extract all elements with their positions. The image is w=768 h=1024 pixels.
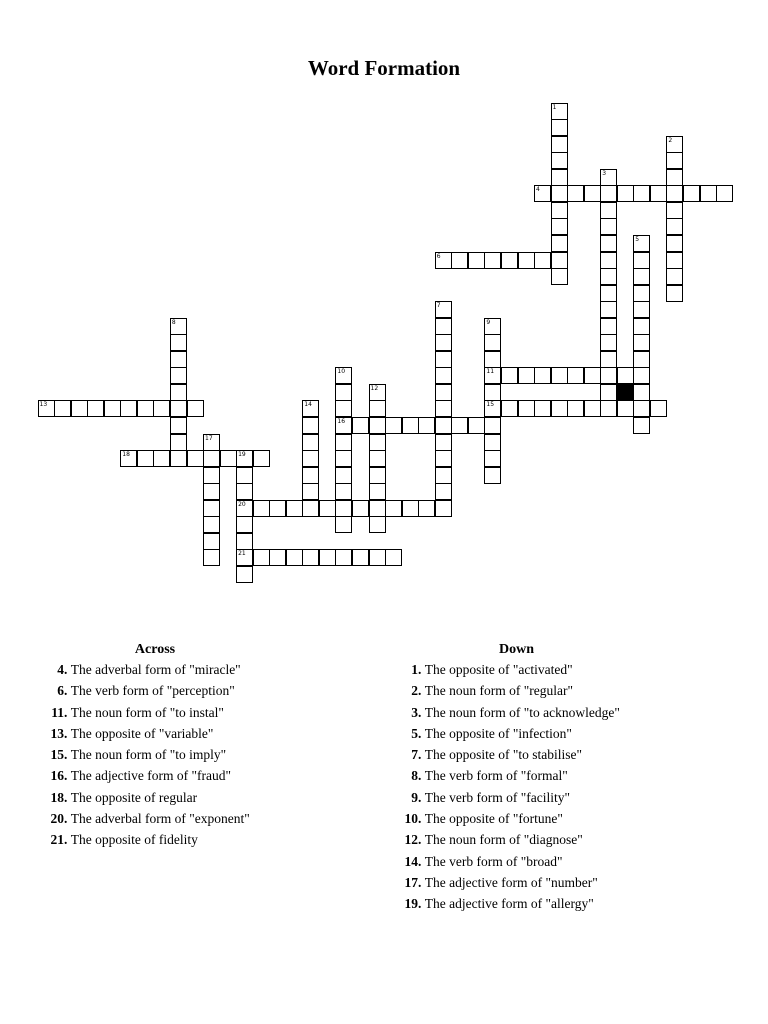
clue-text: The verb form of "formal" (424, 768, 568, 784)
grid-cell[interactable] (170, 334, 187, 351)
clue-text: The opposite of "infection" (424, 725, 572, 741)
across-clue: 18. The opposite of regular (40, 790, 310, 811)
grid-cell[interactable] (369, 434, 386, 451)
clue-text: The adverbal form of "exponent" (70, 811, 250, 827)
clue-text: The noun form of "regular" (424, 683, 573, 699)
grid-cell[interactable] (600, 400, 617, 417)
across-clue: 4. The adverbal form of "miracle" (40, 662, 310, 683)
grid-cell[interactable] (253, 450, 270, 467)
clue-number: 7 (411, 747, 418, 763)
grid-cell[interactable] (551, 185, 568, 202)
clue-number: 16 (50, 768, 64, 784)
grid-cell[interactable] (567, 400, 584, 417)
grid-cell[interactable] (369, 500, 386, 517)
clue-text: The opposite of "activated" (424, 662, 573, 677)
down-clue: 9. The verb form of "facility" (394, 790, 694, 811)
down-clue: 1. The opposite of "activated" (394, 662, 694, 683)
grid-cell[interactable] (551, 252, 568, 269)
grid-cell[interactable] (551, 235, 568, 252)
grid-cell[interactable] (534, 185, 551, 202)
grid-cell[interactable] (385, 417, 402, 434)
grid-cell[interactable] (600, 334, 617, 351)
grid-cell[interactable] (551, 268, 568, 285)
grid-cell[interactable] (633, 334, 650, 351)
grid-cell[interactable] (335, 400, 352, 417)
clue-text: The noun form of "diagnose" (424, 832, 583, 848)
grid-cell[interactable] (551, 202, 568, 219)
grid-cell[interactable] (203, 549, 220, 566)
grid-cell[interactable] (633, 268, 650, 285)
down-clue: 8. The verb form of "formal" (394, 768, 694, 789)
grid-cell[interactable] (269, 549, 286, 566)
grid-cell[interactable] (666, 202, 683, 219)
grid-cell[interactable] (352, 549, 369, 566)
grid-cell[interactable] (451, 417, 468, 434)
down-clue: 12. The noun form of "diagnose" (394, 832, 694, 853)
grid-cell[interactable] (170, 351, 187, 368)
grid-cell[interactable] (369, 483, 386, 500)
grid-cell[interactable] (369, 450, 386, 467)
down-clues (394, 642, 694, 918)
grid-cell[interactable] (451, 252, 468, 269)
cell-number: 4 (536, 186, 540, 194)
clue-text: The verb form of "broad" (424, 853, 563, 869)
grid-cell[interactable] (435, 417, 452, 434)
clue-text: The noun form of "to instal" (70, 704, 224, 720)
grid-cell[interactable] (600, 185, 617, 202)
grid-cell[interactable] (402, 500, 419, 517)
grid-cell[interactable] (236, 467, 253, 484)
clue-text: The noun form of "to imply" (70, 747, 227, 763)
cell-number: 19 (238, 451, 246, 459)
grid-cell[interactable] (551, 218, 568, 235)
clue-text: The noun form of "to acknowledge" (424, 704, 620, 720)
cell-number: 9 (486, 318, 491, 326)
cell-number: 8 (171, 318, 176, 326)
cell-number: 2 (668, 136, 673, 144)
grid-cell[interactable] (617, 400, 634, 417)
grid-cell[interactable] (335, 500, 352, 517)
grid-cell[interactable] (269, 500, 286, 517)
grid-cell[interactable] (600, 218, 617, 235)
cell-number: 7 (436, 302, 441, 310)
grid-cell[interactable] (633, 367, 650, 384)
cell-number: 13 (39, 401, 48, 409)
across-clue: 16. The adjective form of "fraud" (40, 768, 310, 789)
grid-cell[interactable] (153, 400, 170, 417)
clue-number: 1 (411, 662, 418, 677)
grid-cell[interactable] (551, 136, 568, 153)
cell-number: 18 (122, 451, 130, 459)
grid-cell[interactable] (435, 318, 452, 335)
grid-cell[interactable] (484, 334, 501, 351)
cell-number: 21 (238, 550, 246, 558)
grid-cell[interactable] (236, 450, 253, 467)
cell-number: 17 (205, 434, 213, 442)
grid-cell[interactable] (484, 252, 501, 269)
grid-cell[interactable] (335, 367, 352, 384)
grid-cell[interactable] (484, 367, 501, 384)
grid-cell[interactable] (600, 169, 617, 186)
grid-cell[interactable] (137, 450, 154, 467)
grid-cell[interactable] (484, 400, 501, 417)
grid-cell[interactable] (600, 367, 617, 384)
grid-cell[interactable] (617, 367, 634, 384)
page-title: Word Formation (307, 56, 461, 80)
grid-cell[interactable] (369, 384, 386, 401)
grid-cell[interactable] (335, 384, 352, 401)
across-clue: 13. The opposite of "variable" (40, 726, 310, 747)
cell-number: 14 (304, 401, 312, 409)
grid-cell[interactable] (484, 417, 501, 434)
grid-cell[interactable] (369, 516, 386, 533)
across-clue: 11. The noun form of "to instal" (40, 705, 310, 726)
grid-cell[interactable] (170, 384, 187, 401)
grid-cell[interactable] (302, 483, 319, 500)
grid-cell[interactable] (335, 450, 352, 467)
clue-number: 19 (404, 896, 418, 912)
grid-cell[interactable] (484, 351, 501, 368)
grid-cell[interactable] (236, 500, 253, 517)
down-clue: 17. The adjective form of "number" (394, 875, 694, 896)
grid-cell[interactable] (617, 185, 634, 202)
grid-cell[interactable] (435, 467, 452, 484)
grid-cell[interactable] (435, 450, 452, 467)
grid-cell[interactable] (435, 367, 452, 384)
grid-cell[interactable] (484, 384, 501, 401)
clue-number: 13 (50, 725, 64, 741)
clue-number: 17 (404, 874, 418, 890)
grid-cell[interactable] (153, 450, 170, 467)
grid-cell[interactable] (534, 400, 551, 417)
clue-number: 11 (51, 704, 64, 720)
grid-cell[interactable] (302, 434, 319, 451)
grid-cell[interactable] (335, 434, 352, 451)
grid-cell[interactable] (203, 516, 220, 533)
grid-cell[interactable] (335, 549, 352, 566)
grid-cell[interactable] (335, 417, 352, 434)
grid-cell[interactable] (484, 434, 501, 451)
across-clue: 6. The verb form of "perception" (40, 683, 310, 704)
clue-text: The verb form of "perception" (70, 683, 235, 699)
clue-number: 15 (50, 747, 64, 763)
grid-cell[interactable] (600, 252, 617, 269)
cell-number: 1 (552, 103, 557, 111)
grid-cell[interactable] (666, 152, 683, 169)
grid-cell[interactable] (236, 549, 253, 566)
grid-cell[interactable] (203, 533, 220, 550)
clue-number: 12 (404, 832, 418, 848)
grid-cell[interactable] (666, 285, 683, 302)
grid-cell[interactable] (435, 351, 452, 368)
grid-cell[interactable] (484, 467, 501, 484)
grid-cell[interactable] (369, 417, 386, 434)
grid-cell[interactable] (666, 136, 683, 153)
down-clue: 2. The noun form of "regular" (394, 683, 694, 704)
grid-cell[interactable] (286, 500, 303, 517)
grid-cell[interactable] (203, 467, 220, 484)
black-square (617, 384, 634, 401)
grid-cell[interactable] (435, 500, 452, 517)
clue-number: 21 (50, 832, 64, 848)
clue-number: 8 (411, 768, 418, 784)
grid-cell[interactable] (286, 549, 303, 566)
grid-cell[interactable] (567, 367, 584, 384)
grid-cell[interactable] (319, 500, 336, 517)
grid-cell[interactable] (302, 417, 319, 434)
grid-cell[interactable] (600, 318, 617, 335)
grid-cell[interactable] (683, 185, 700, 202)
clue-text: The opposite of "to stabilise" (424, 747, 582, 763)
grid-cell[interactable] (302, 500, 319, 517)
clue-number: 6 (57, 683, 64, 699)
grid-cell[interactable] (170, 367, 187, 384)
grid-cell[interactable] (352, 417, 369, 434)
grid-cell[interactable] (385, 500, 402, 517)
grid-cell[interactable] (335, 467, 352, 484)
grid-cell[interactable] (352, 500, 369, 517)
grid-cell[interactable] (484, 318, 501, 335)
grid-cell[interactable] (650, 400, 667, 417)
grid-cell[interactable] (600, 268, 617, 285)
across-clue: 15. The noun form of "to imply" (40, 747, 310, 768)
grid-cell[interactable] (435, 334, 452, 351)
clue-number: 2 (411, 683, 418, 699)
grid-cell[interactable] (385, 549, 402, 566)
grid-cell[interactable] (120, 400, 137, 417)
grid-cell[interactable] (534, 252, 551, 269)
grid-cell[interactable] (600, 301, 617, 318)
grid-cell[interactable] (203, 434, 220, 451)
grid-cell[interactable] (666, 268, 683, 285)
grid-cell[interactable] (666, 169, 683, 186)
grid-cell[interactable] (468, 417, 485, 434)
clue-text: The opposite of regular (70, 789, 198, 805)
grid-cell[interactable] (600, 202, 617, 219)
grid-cell[interactable] (633, 185, 650, 202)
clue-text: The adverbal form of "miracle" (70, 662, 241, 677)
cell-number: 12 (370, 384, 379, 392)
grid-cell[interactable] (633, 252, 650, 269)
grid-cell[interactable] (435, 483, 452, 500)
grid-cell[interactable] (170, 434, 187, 451)
grid-cell[interactable] (236, 516, 253, 533)
grid-cell[interactable] (666, 235, 683, 252)
cell-number: 16 (337, 417, 346, 425)
cell-number: 3 (602, 169, 607, 177)
grid-cell[interactable] (501, 367, 518, 384)
grid-cell[interactable] (187, 400, 204, 417)
grid-cell[interactable] (187, 450, 204, 467)
down-clue: 14. The verb form of "broad" (394, 854, 694, 875)
grid-cell[interactable] (319, 549, 336, 566)
grid-cell[interactable] (700, 185, 717, 202)
down-clue: 3. The noun form of "to acknowledge" (394, 705, 694, 726)
grid-cell[interactable] (54, 400, 71, 417)
clue-text: The opposite of "variable" (70, 725, 214, 741)
grid-cell[interactable] (650, 185, 667, 202)
grid-cell[interactable] (584, 400, 601, 417)
grid-cell[interactable] (253, 549, 270, 566)
grid-cell[interactable] (302, 467, 319, 484)
grid-cell[interactable] (518, 400, 535, 417)
grid-cell[interactable] (666, 185, 683, 202)
grid-cell[interactable] (435, 400, 452, 417)
grid-cell[interactable] (633, 301, 650, 318)
grid-cell[interactable] (203, 450, 220, 467)
grid-cell[interactable] (418, 417, 435, 434)
grid-cell[interactable] (435, 384, 452, 401)
grid-cell[interactable] (551, 103, 568, 120)
grid-cell[interactable] (71, 400, 88, 417)
grid-cell[interactable] (484, 450, 501, 467)
across-clue: 21. The opposite of fidelity (40, 832, 310, 853)
clue-number: 14 (404, 853, 418, 869)
grid-cell[interactable] (501, 400, 518, 417)
clue-number: 5 (411, 725, 418, 741)
grid-cell[interactable] (170, 450, 187, 467)
grid-cell[interactable] (369, 467, 386, 484)
grid-cell[interactable] (666, 218, 683, 235)
clue-text: The adjective form of "number" (424, 874, 598, 890)
grid-cell[interactable] (633, 384, 650, 401)
across-clues (40, 642, 310, 854)
cell-number: 10 (337, 368, 346, 376)
clue-text: The opposite of "fortune" (424, 811, 563, 827)
grid-cell[interactable] (551, 119, 568, 136)
grid-cell[interactable] (170, 400, 187, 417)
grid-cell[interactable] (600, 351, 617, 368)
grid-cell[interactable] (551, 400, 568, 417)
grid-cell[interactable] (418, 500, 435, 517)
grid-cell[interactable] (87, 400, 104, 417)
grid-cell[interactable] (518, 367, 535, 384)
grid-cell[interactable] (551, 367, 568, 384)
grid-cell[interactable] (38, 400, 55, 417)
grid-cell[interactable] (551, 152, 568, 169)
clue-text: The adjective form of "fraud" (70, 768, 231, 784)
clue-number: 3 (411, 704, 418, 720)
grid-cell[interactable] (501, 252, 518, 269)
grid-cell[interactable] (203, 500, 220, 517)
grid-cell[interactable] (716, 185, 733, 202)
grid-cell[interactable] (170, 417, 187, 434)
grid-cell[interactable] (518, 252, 535, 269)
grid-cell[interactable] (236, 483, 253, 500)
clue-number: 10 (404, 811, 418, 827)
grid-cell[interactable] (369, 400, 386, 417)
grid-cell[interactable] (302, 450, 319, 467)
clue-number: 9 (411, 789, 418, 805)
grid-cell[interactable] (104, 400, 121, 417)
grid-cell[interactable] (600, 285, 617, 302)
grid-cell[interactable] (584, 367, 601, 384)
clue-number: 20 (50, 811, 64, 827)
grid-cell[interactable] (534, 367, 551, 384)
grid-cell[interactable] (335, 516, 352, 533)
grid-cell[interactable] (236, 533, 253, 550)
cell-number: 5 (635, 235, 640, 243)
grid-cell[interactable] (137, 400, 154, 417)
cell-number: 20 (238, 500, 246, 508)
grid-cell[interactable] (666, 252, 683, 269)
grid-cell[interactable] (302, 400, 319, 417)
grid-cell[interactable] (633, 351, 650, 368)
grid-cell[interactable] (600, 384, 617, 401)
grid-cell[interactable] (435, 301, 452, 318)
grid-cell[interactable] (584, 185, 601, 202)
clue-text: The opposite of fidelity (70, 832, 198, 848)
grid-cell[interactable] (633, 235, 650, 252)
grid-cell[interactable] (551, 169, 568, 186)
down-clue: 5. The opposite of "infection" (394, 726, 694, 747)
down-clue: 19. The adjective form of "allergy" (394, 896, 694, 917)
grid-cell[interactable] (435, 434, 452, 451)
clue-number: 18 (50, 789, 64, 805)
grid-cell[interactable] (633, 318, 650, 335)
across-clue: 20. The adverbal form of "exponent" (40, 811, 310, 832)
clue-text: The verb form of "facility" (424, 789, 570, 805)
grid-cell[interactable] (567, 185, 584, 202)
grid-cell[interactable] (302, 549, 319, 566)
grid-cell[interactable] (402, 417, 419, 434)
grid-cell[interactable] (236, 566, 253, 583)
grid-cell[interactable] (468, 252, 485, 269)
clue-number: 4 (57, 662, 64, 677)
down-clue: 7. The opposite of "to stabilise" (394, 747, 694, 768)
cell-number: 6 (436, 252, 441, 260)
down-heading: Down (498, 642, 534, 657)
down-clue: 10. The opposite of "fortune" (394, 811, 694, 832)
grid-cell[interactable] (253, 500, 270, 517)
grid-cell[interactable] (170, 318, 187, 335)
grid-cell[interactable] (600, 235, 617, 252)
grid-cell[interactable] (220, 450, 237, 467)
grid-cell[interactable] (633, 285, 650, 302)
grid-cell[interactable] (633, 417, 650, 434)
grid-cell[interactable] (335, 483, 352, 500)
grid-cell[interactable] (120, 450, 137, 467)
cell-number: 11 (486, 368, 495, 376)
grid-cell[interactable] (435, 252, 452, 269)
grid-cell[interactable] (203, 483, 220, 500)
grid-cell[interactable] (633, 400, 650, 417)
grid-cell[interactable] (369, 549, 386, 566)
cell-number: 15 (486, 401, 495, 409)
clue-text: The adjective form of "allergy" (424, 896, 594, 912)
across-heading: Across (134, 642, 176, 657)
